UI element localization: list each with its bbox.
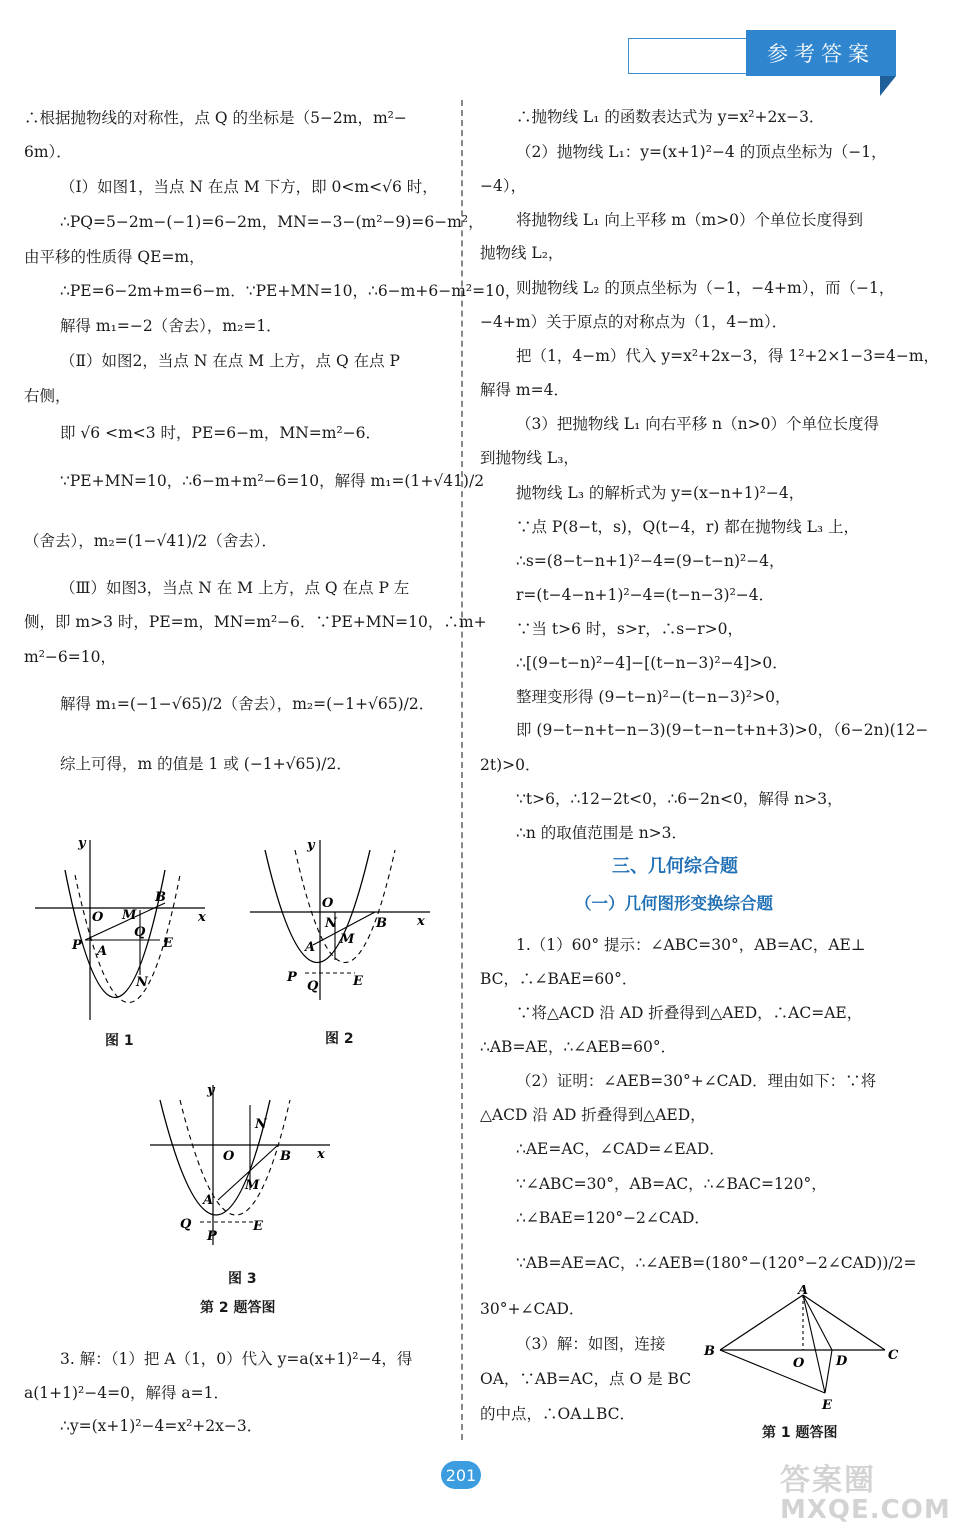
fig3-label: E	[253, 1219, 263, 1234]
figure-1-parabola	[30, 835, 210, 1025]
header-blank-box	[628, 38, 750, 74]
fig1-label: x	[198, 910, 206, 925]
tri-label: B	[704, 1344, 715, 1359]
page-number-badge: 201	[441, 1461, 481, 1489]
text-line: ∴AB=AE，∴∠AEB=60°．	[480, 1038, 677, 1056]
fig1-label: Q	[134, 925, 146, 940]
fig1-label: y	[78, 836, 86, 851]
fig2-label: N	[325, 916, 337, 931]
text-line: 由平移的性质得 QE=m，	[24, 248, 205, 266]
fig3-label: M	[245, 1178, 260, 1193]
text-line: 将抛物线 L₁ 向上平移 m（m>0）个单位长度得到	[516, 211, 864, 229]
text-line: 即 √6 <m<3 时，PE=6−m，MN=m²−6．	[60, 424, 382, 442]
text-line: ∴s=(8−t−n+1)²−4=(9−t−n)²−4，	[516, 552, 785, 570]
fig3-label: x	[317, 1147, 325, 1162]
text-line: m²−6=10，	[24, 648, 116, 666]
text-line: 解得 m₁=−2（舍去），m₂=1．	[60, 317, 282, 335]
tri-label: A	[798, 1285, 809, 1298]
text-line: ∴AE=AC，∠CAD=∠EAD．	[516, 1140, 725, 1158]
tri-label: C	[888, 1348, 899, 1363]
text-line: △ACD 沿 AD 折叠得到△AED，	[480, 1106, 706, 1124]
text-line: 6m）．	[24, 143, 72, 161]
text-line: −4），	[480, 177, 527, 195]
text-line: 的中点，∴OA⊥BC．	[480, 1405, 636, 1423]
fig2-label: M	[340, 932, 355, 947]
text-line: （2）抛物线 L₁：y=(x+1)²−4 的顶点坐标为（−1，	[516, 143, 887, 161]
text-line: （Ⅰ）如图1，当点 N 在点 M 下方，即 0<m<√6 时，	[60, 178, 438, 196]
triangle-figure-caption: 第 1 题答图	[762, 1425, 838, 1441]
fig1-label: B	[155, 890, 166, 905]
text-line: OA，∵AB=AC，点 O 是 BC	[480, 1370, 692, 1388]
text-line: 1.（1）60° 提示：∠ABC=30°，AB=AC，AE⊥	[516, 936, 866, 954]
text-line: 3. 解：（1）把 A（1，0）代入 y=a(x+1)²−4，得	[60, 1350, 413, 1368]
text-line: ∵当 t>6 时，s>r，∴s−r>0，	[516, 620, 743, 638]
text-line: （2）证明：∠AEB=30°+∠CAD．理由如下：∵将	[516, 1072, 877, 1090]
text-line: （舍去），m₂=(1−√41)/2（舍去）．	[24, 532, 278, 550]
text-line: 则抛物线 L₂ 的顶点坐标为（−1，−4+m），而（−1，	[516, 279, 895, 297]
fig3-label: O	[223, 1149, 235, 1164]
text-line: a(1+1)²−4=0，解得 a=1．	[24, 1384, 229, 1402]
text-line: ∵PE+MN=10，∴6−m+m²−6=10，解得 m₁=(1+√41)/2	[60, 472, 485, 490]
fig3-label: Q	[180, 1217, 192, 1232]
watermark-line-1: 答案圈	[780, 1463, 876, 1498]
text-line: 2t)>0．	[480, 756, 541, 774]
text-line: 解得 m=4．	[480, 381, 569, 399]
figure-3-parabola	[145, 1080, 335, 1250]
figure-2-caption: 图 2	[325, 1031, 354, 1047]
sub-heading: （一）几何图形变换综合题	[575, 894, 773, 913]
fig2-label: O	[322, 896, 334, 911]
fig2-label: Q	[307, 979, 319, 994]
text-line: ∵t>6，∴12−2t<0，∴6−2n<0，解得 n>3，	[516, 790, 843, 808]
text-line: ∵点 P(8−t，s)，Q(t−4，r) 都在抛物线 L₃ 上，	[516, 518, 860, 536]
triangle-figure	[700, 1285, 910, 1420]
text-line: ∴y=(x+1)²−4=x²+2x−3．	[60, 1417, 263, 1435]
watermark-logo	[780, 1455, 951, 1525]
text-line: ∴PQ=5−2m−(−1)=6−2m，MN=−3−(m²−9)=6−m²，	[60, 213, 484, 231]
figure-group-caption: 第 2 题答图	[200, 1300, 276, 1316]
fig1-label: N	[136, 975, 148, 990]
text-line: ∴PE=6−2m+m=6−m．∵PE+MN=10，∴6−m+6−m²=10，	[60, 282, 521, 300]
text-line: ∵将△ACD 沿 AD 折叠得到△AED，∴AC=AE，	[516, 1004, 863, 1022]
fig1-label: E	[163, 936, 173, 951]
fig3-label: y	[207, 1083, 215, 1098]
fig2-label: y	[307, 838, 315, 853]
text-line: （Ⅲ）如图3，当点 N 在 M 上方，点 Q 在点 P 左	[60, 579, 410, 597]
watermark-line-2: MXQE.COM	[780, 1495, 951, 1525]
fig3-label: A	[203, 1193, 214, 1208]
fig3-label: P	[207, 1229, 217, 1244]
figure-3-caption: 图 3	[228, 1271, 257, 1287]
text-line: 抛物线 L₂，	[480, 244, 564, 262]
text-line: （3）解：如图，连接	[516, 1335, 666, 1353]
text-line: ∴∠BAE=120°−2∠CAD．	[516, 1209, 710, 1227]
text-line: （Ⅱ）如图2，当点 N 在点 M 上方，点 Q 在点 P	[60, 352, 400, 370]
text-line: （3）把抛物线 L₁ 向右平移 n（n>0）个单位长度得	[516, 415, 879, 433]
text-line: 综上可得，m 的值是 1 或 (−1+√65)/2．	[60, 755, 352, 773]
fig1-label: O	[92, 910, 104, 925]
text-line: ∴抛物线 L₁ 的函数表达式为 y=x²+2x−3．	[516, 108, 825, 126]
tri-label: D	[836, 1354, 848, 1369]
text-line: 到抛物线 L₃，	[480, 449, 579, 467]
fig2-label: P	[287, 970, 297, 985]
text-line: ∴[(9−t−n)²−4]−[(t−n−3)²−4]>0．	[516, 654, 788, 672]
text-line: 侧，即 m>3 时，PE=m，MN=m²−6．∵PE+MN=10，∴m+	[24, 613, 487, 631]
tri-label: E	[822, 1398, 832, 1413]
text-line: ∵AB=AE=AC，∴∠AEB=(180°−(120°−2∠CAD))/2=	[516, 1254, 917, 1272]
text-line: −4+m）关于原点的对称点为（1，4−m）．	[480, 313, 788, 331]
text-line: ∴根据抛物线的对称性，点 Q 的坐标是（5−2m，m²−	[24, 109, 407, 127]
text-line: 解得 m₁=(−1−√65)/2（舍去），m₂=(−1+√65)/2．	[60, 695, 435, 713]
fig3-label: B	[280, 1149, 291, 1164]
text-line: 整理变形得 (9−t−n)²−(t−n−3)²>0，	[516, 688, 791, 706]
text-line: 即 (9−t−n+t−n−3)(9−t−n−t+n+3)>0，（6−2n)(12−	[516, 721, 929, 739]
section-heading: 三、几何综合题	[612, 856, 738, 877]
tri-label: O	[793, 1356, 805, 1371]
header-answer-tag: 参考答案	[746, 30, 896, 76]
fig2-label: x	[417, 914, 425, 929]
fig3-label: N	[255, 1117, 267, 1132]
text-line: ∴n 的取值范围是 n>3．	[516, 824, 688, 842]
header-tag-fold	[880, 76, 896, 96]
text-line: ∵∠ABC=30°，AB=AC，∴∠BAC=120°，	[516, 1175, 827, 1193]
fig1-label: M	[122, 908, 137, 923]
text-line: 30°+∠CAD．	[480, 1300, 585, 1318]
text-line: r=(t−4−n+1)²−4=(t−n−3)²−4．	[516, 586, 775, 604]
figure-1-caption: 图 1	[105, 1033, 134, 1049]
text-line: BC，∴∠BAE=60°．	[480, 970, 638, 988]
fig2-label: B	[376, 916, 387, 931]
text-line: 右侧，	[24, 387, 71, 405]
fig1-label: P	[72, 938, 82, 953]
figure-2-parabola	[245, 835, 435, 1005]
fig1-label: A	[97, 944, 108, 959]
text-line: 抛物线 L₃ 的解析式为 y=(x−n+1)²−4，	[516, 484, 805, 502]
text-line: 把（1，4−m）代入 y=x²+2x−3，得 1²+2×1−3=4−m，	[516, 347, 940, 365]
fig2-label: E	[353, 974, 363, 989]
fig2-label: A	[305, 940, 316, 955]
